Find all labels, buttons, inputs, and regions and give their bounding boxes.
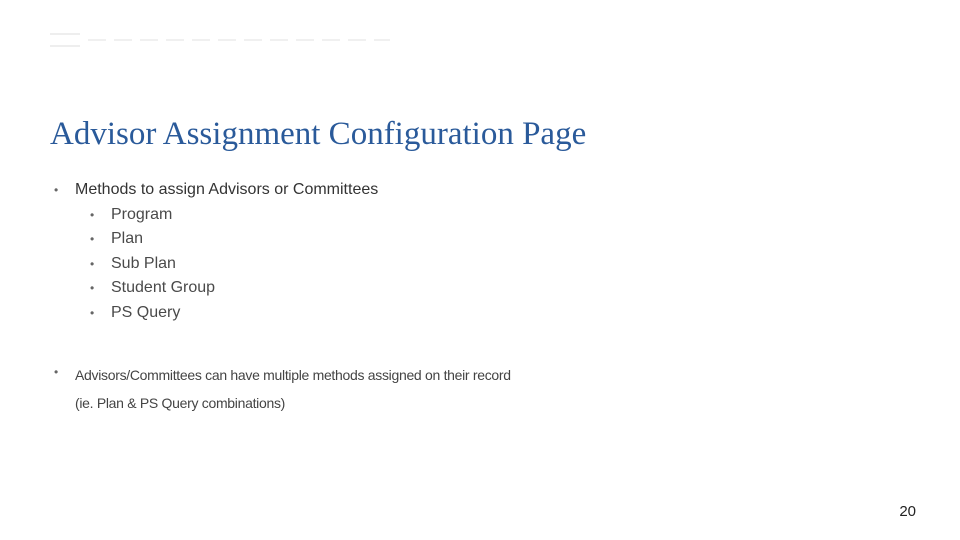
sub-item-text: Program (111, 206, 173, 223)
bullet-dot-icon: • (90, 281, 95, 296)
bullet-dot-icon: • (90, 208, 95, 222)
sub-item-ps-query (86, 301, 670, 325)
sub-item-program (86, 203, 670, 227)
bullet-dot-icon: • (54, 183, 59, 197)
bullet-methods-text: Methods to assign Advisors or Committees (75, 181, 379, 198)
bullet-methods (50, 178, 670, 202)
bullet-dot-icon: • (90, 256, 95, 271)
faint-header-decoration (50, 32, 390, 48)
bullet-multiple-methods (50, 361, 670, 417)
sub-item-text: PS Query (111, 303, 181, 321)
sub-item-plan (86, 227, 670, 251)
page-number: 20 (899, 503, 916, 520)
bullet-multiple-methods-text: Advisors/Committees can have multiple methods assigned on their record (ie. Plan & PS Query combinations) (75, 367, 511, 412)
slide-content (50, 178, 670, 417)
slide-title: Advisor Assignment Configuration Page (50, 116, 587, 152)
sub-item-text: Plan (111, 230, 144, 248)
faint-logo-mark (50, 33, 80, 47)
sub-item-text: Sub Plan (111, 254, 176, 272)
method-sublist (86, 203, 670, 325)
sub-item-sub-plan (86, 252, 670, 276)
bullet-dot-icon: • (54, 365, 58, 380)
sub-item-student-group (86, 276, 670, 300)
faint-header-line (88, 39, 390, 41)
bullet-dot-icon: • (90, 232, 95, 247)
sub-item-text: Student Group (111, 279, 216, 297)
bullet-dot-icon: • (90, 305, 95, 320)
